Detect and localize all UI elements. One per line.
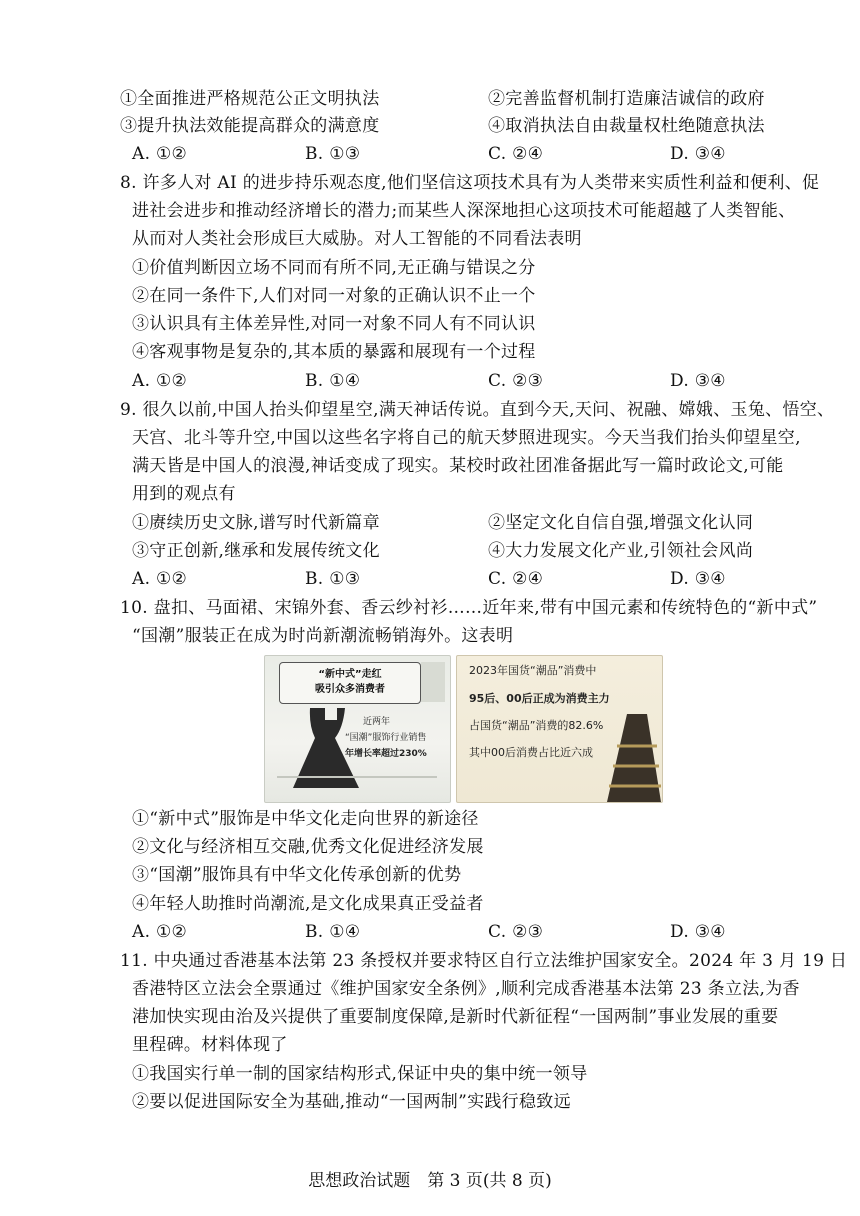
q11-option-2: ②要以促进国际安全为基础,推动“一国两制”实践行稳致远 [132, 1092, 571, 1112]
q9-stem-line-1: 9. 很久以前,中国人抬头仰望星空,满天神话传说。直到今天,天问、祝融、嫦娥、玉兔、悟空、 [120, 400, 835, 420]
q11-stem-line-1: 11. 中央通过香港基本法第 23 条授权并要求特区自行立法维护国家安全。2024 年 3 月 19 日 [120, 951, 848, 971]
q9-choice-b: B. ①③ [305, 569, 361, 589]
q9-option-1: ①赓续历史文脉,谱写时代新篇章 [132, 513, 380, 533]
q8-stem-line-2: 进社会进步和推动经济增长的潜力;而某些人深深地担心这项技术可能超越了人类智能、 [132, 201, 796, 221]
dress-illustration [265, 656, 450, 802]
q7-option-3: ③提升执法效能提高群众的满意度 [120, 116, 380, 136]
q8-option-4: ④客观事物是复杂的,其本质的暴露和展现有一个过程 [132, 342, 536, 362]
banner-line-1: “新中式”走红 [318, 669, 382, 680]
q7-choice-d: D. ③④ [670, 144, 726, 164]
q9-stem-line-2: 天宫、北斗等升空,中国以这些名字将自己的航天梦照进现实。今天当我们抬头仰望星空, [132, 428, 801, 448]
q10-figure-left [264, 655, 451, 803]
banner-line-2: 吸引众多消费者 [315, 684, 385, 695]
q8-choice-c: C. ②③ [488, 371, 544, 391]
q8-choice-d: D. ③④ [670, 371, 726, 391]
fig-left-text-1: 近两年 [363, 717, 391, 727]
q9-choice-c: C. ②④ [488, 569, 544, 589]
q7-option-4: ④取消执法自由裁量权杜绝随意执法 [488, 116, 765, 136]
q10-option-3: ③“国潮”服饰具有中华文化传承创新的优势 [132, 865, 462, 885]
q9-stem-line-3: 满天皆是中国人的浪漫,神话变成了现实。某校时政社团准备据此写一篇时政论文,可能 [132, 456, 784, 476]
q10-stem-line-2: “国潮”服装正在成为时尚新潮流畅销海外。这表明 [132, 626, 514, 646]
q11-option-1: ①我国实行单一制的国家结构形式,保证中央的集中统一领导 [132, 1064, 588, 1084]
q11-stem-line-4: 里程碑。材料体现了 [132, 1035, 288, 1055]
q8-stem-line-3: 从而对人类社会形成巨大威胁。对人工智能的不同看法表明 [132, 229, 582, 249]
q9-stem-line-4: 用到的观点有 [132, 484, 236, 504]
q8-stem-line-1: 8. 许多人对 AI 的进步持乐观态度,他们坚信这项技术具有为人类带来实质性利益和便利、促 [120, 173, 820, 193]
q9-choice-a: A. ①② [132, 569, 188, 589]
q9-option-4: ④大力发展文化产业,引领社会风尚 [488, 541, 754, 561]
q10-option-1: ①“新中式”服饰是中华文化走向世界的新途径 [132, 809, 479, 829]
q10-option-2: ②文化与经济相互交融,优秀文化促进经济发展 [132, 837, 484, 857]
q10-choice-c: C. ②③ [488, 922, 544, 942]
fig-right-text-3: 占国货“潮品”消费的82.6% [469, 719, 604, 732]
q9-option-3: ③守正创新,继承和发展传统文化 [132, 541, 380, 561]
q10-stem-line-1: 10. 盘扣、马面裙、宋锦外套、香云纱衬衫……近年来,带有中国元素和传统特色的“新中式” [120, 598, 818, 618]
q10-choice-a: A. ①② [132, 922, 188, 942]
fig-left-text-2: “国潮”服饰行业销售 [345, 733, 427, 743]
q7-choice-b: B. ①③ [305, 144, 361, 164]
q7-option-2: ②完善监督机制打造廉洁诚信的政府 [488, 89, 765, 109]
q8-choice-b: B. ①④ [305, 371, 361, 391]
fig-left-text-3: 年增长率超过230% [345, 749, 427, 759]
q7-choice-c: C. ②④ [488, 144, 544, 164]
q7-option-1: ①全面推进严格规范公正文明执法 [120, 89, 380, 109]
q7-choice-a: A. ①② [132, 144, 188, 164]
q8-option-2: ②在同一条件下,人们对同一对象的正确认识不止一个 [132, 286, 536, 306]
q10-figure-right [456, 655, 663, 803]
q10-option-4: ④年轻人助推时尚潮流,是文化成果真正受益者 [132, 894, 484, 914]
q8-option-1: ①价值判断因立场不同而有所不同,无正确与错误之分 [132, 258, 536, 278]
fig-right-text-2: 95后、00后正成为消费主力 [469, 692, 610, 705]
fig-right-text-1: 2023年国货“潮品”消费中 [469, 664, 597, 677]
q11-stem-line-3: 港加快实现由治及兴提供了重要制度保障,是新时代新征程“一国两制”事业发展的重要 [132, 1007, 779, 1027]
q9-option-2: ②坚定文化自信自强,增强文化认同 [488, 513, 754, 533]
q10-choice-b: B. ①④ [305, 922, 361, 942]
q9-choice-d: D. ③④ [670, 569, 726, 589]
fig-right-text-4: 其中00后消费占比近六成 [469, 746, 593, 759]
page-footer: 思想政治试题 第 3 页(共 8 页) [308, 1171, 552, 1191]
q8-choice-a: A. ①② [132, 371, 188, 391]
q11-stem-line-2: 香港特区立法会全票通过《维护国家安全条例》,顺利完成香港基本法第 23 条立法,为香 [132, 979, 800, 999]
q10-choice-d: D. ③④ [670, 922, 726, 942]
q8-option-3: ③认识具有主体差异性,对同一对象不同人有不同认识 [132, 314, 536, 334]
